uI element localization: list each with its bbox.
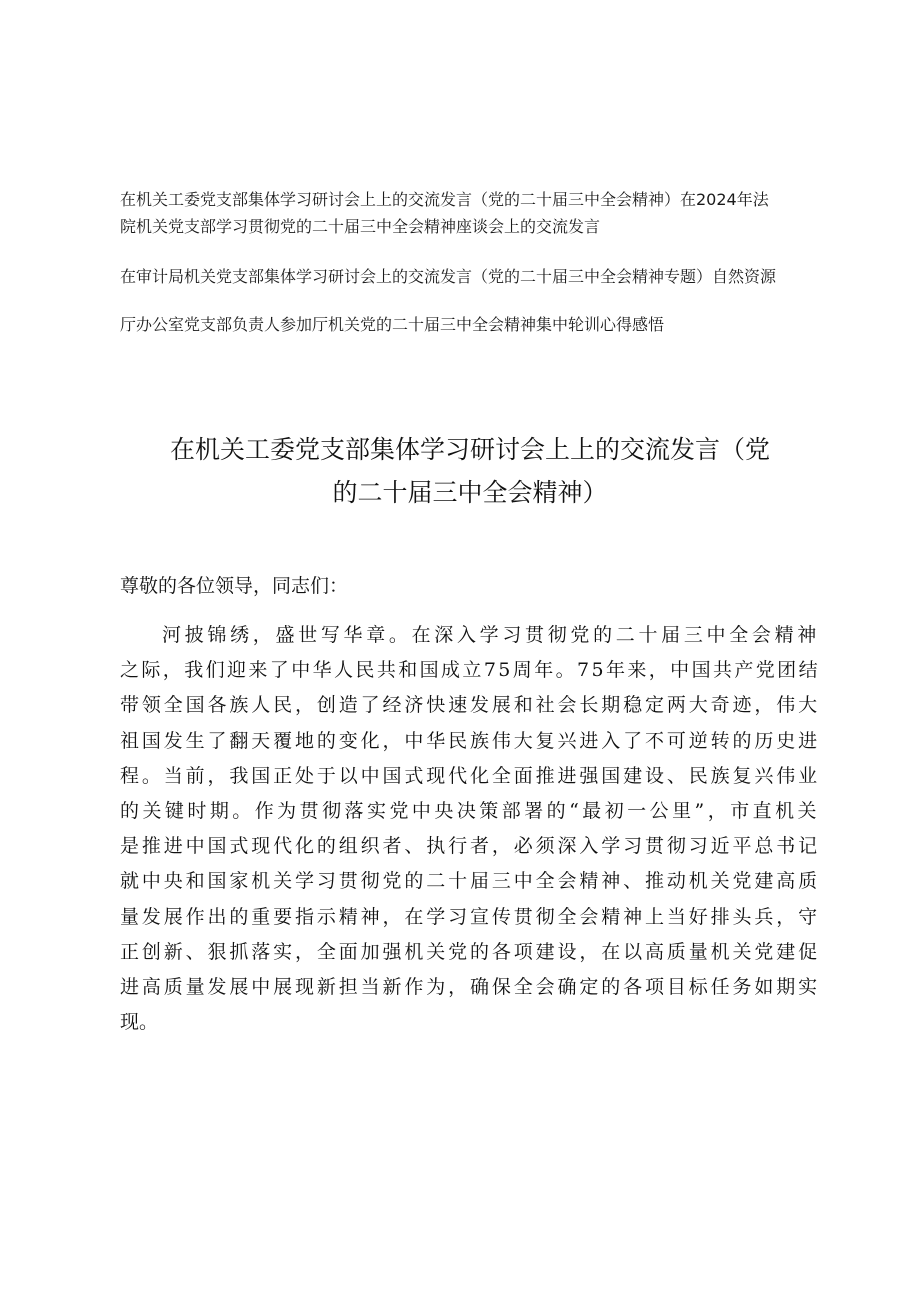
paragraph-line: 就中央和国家机关学习贯彻党的二十届三中全会精神、推动机关党建高质: [120, 870, 821, 893]
toc-line: 院机关党支部学习贯彻党的二十届三中全会精神座谈会上的交流发言: [120, 217, 601, 236]
body-paragraph: [120, 618, 820, 1040]
paragraph-line: 正创新、狠抓落实，全面加强机关党的各项建设，在以高质量机关党建促: [120, 940, 821, 963]
title-line: 在机关工委党支部集体学习研讨会上上的交流发言（党: [169, 435, 770, 464]
paragraph-line: 之际，我们迎来了中华人民共和国成立75周年。75年来，中国共产党团结: [120, 659, 820, 682]
document-title: [120, 428, 820, 514]
paragraph-line: 祖国发生了翻天覆地的变化，中华民族伟大复兴进入了不可逆转的历史进: [120, 729, 821, 752]
paragraph-line: 量发展作出的重要指示精神，在学习宣传贯彻全会精神上当好排头兵，守: [120, 905, 821, 928]
paragraph-line: 现。: [120, 1011, 159, 1034]
paragraph-line: 是推进中国式现代化的组织者、执行者，必须深入学习贯彻习近平总书记: [120, 835, 821, 858]
table-of-contents: [120, 186, 820, 338]
title-line: 的二十届三中全会精神）: [332, 478, 608, 507]
toc-line: 在审计局机关党支部集体学习研讨会上的交流发言（党的二十届三中全会精神专题）自然资源: [120, 267, 777, 286]
paragraph-line: 程。当前，我国正处于以中国式现代化全面推进强国建设、民族复兴伟业: [120, 764, 821, 787]
paragraph-line: 河披锦绣，盛世写华章。在深入学习贯彻党的二十届三中全会精神: [162, 624, 820, 646]
paragraph-line: 带领全国各族人民，创造了经济快速发展和社会长期稳定两大奇迹，伟大: [120, 694, 821, 717]
paragraph-line: 的关键时期。作为贯彻落实党中央决策部署的“最初一公里”，市直机关: [120, 799, 820, 822]
salutation: 尊敬的各位领导，同志们：: [120, 575, 349, 597]
toc-line: 厅办公室党支部负责人参加厅机关党的二十届三中全会精神集中轮训心得感悟: [120, 315, 665, 334]
paragraph-line: 进高质量发展中展现新担当新作为，确保全会确定的各项目标任务如期实: [120, 975, 821, 998]
toc-line: 在机关工委党支部集体学习研讨会上上的交流发言（党的二十届三中全会精神）在2024年法: [120, 190, 769, 209]
